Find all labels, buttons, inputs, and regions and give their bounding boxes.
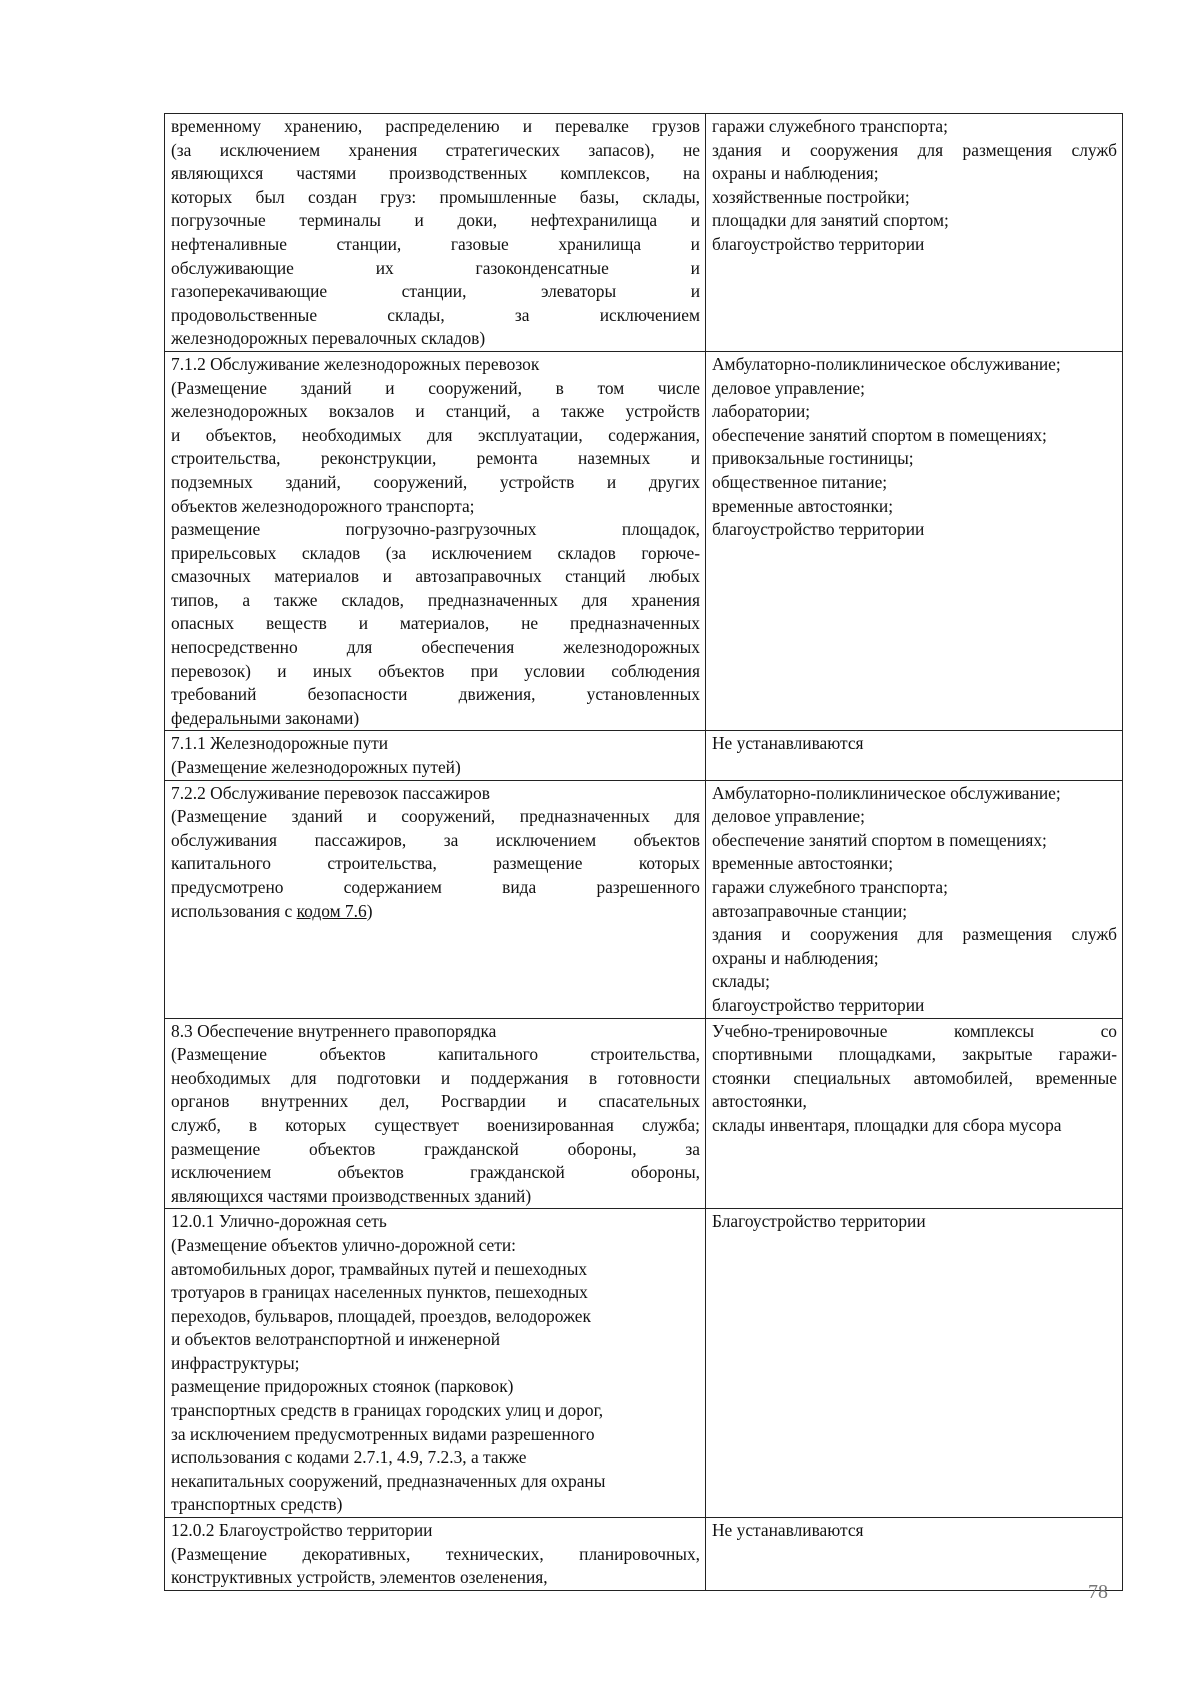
line-text: Благоустройство территории (712, 1211, 926, 1232)
text-line (712, 1067, 1117, 1091)
text-line (712, 947, 1117, 971)
text-line (171, 233, 700, 257)
line-text: исключением объектов гражданской обороны, (171, 1162, 700, 1183)
auxiliary-use-cell (706, 114, 1123, 352)
line-text: транспортных средств) (171, 1494, 343, 1515)
line-text: площадки для занятий спортом; (712, 210, 949, 231)
auxiliary-use-cell (706, 351, 1123, 731)
line-text: (Размещение железнодорожных путей) (171, 757, 461, 778)
text-line (712, 829, 1117, 853)
line-text: железнодорожных перевалочных складов) (171, 328, 486, 349)
line-text: автозаправочные станции; (712, 900, 908, 921)
line-text: необходимых для подготовки и поддержания в готовности (171, 1067, 700, 1088)
line-text: охраны и наблюдения; (712, 947, 879, 968)
line-text: погрузочные терминалы и доки, нефтехранилища и (171, 210, 700, 231)
line-text: объектов железнодорожного транспорта; (171, 495, 475, 516)
line-text: прирельсовых складов (за исключением складов горюче- (171, 542, 700, 563)
text-line (171, 805, 700, 829)
text-line (171, 424, 700, 448)
text-line (712, 994, 1117, 1018)
text-line (712, 852, 1117, 876)
table-row (165, 114, 1123, 352)
auxiliary-use-cell (706, 1518, 1123, 1591)
text-line (712, 377, 1117, 401)
line-text: деловое управление; (712, 806, 865, 827)
text-line (171, 162, 700, 186)
text-line (171, 1020, 700, 1044)
text-line (712, 518, 1117, 542)
line-text: (Размещение декоративных, технических, планировочных, (171, 1543, 700, 1564)
text-line (171, 1114, 700, 1138)
code-link[interactable]: кодом 7.6 (296, 900, 367, 921)
line-text: общественное питание; (712, 471, 888, 492)
text-line (171, 1543, 700, 1567)
line-text: перевозок) и иных объектов при условии соблюдения (171, 660, 700, 681)
auxiliary-use-cell (706, 1018, 1123, 1209)
text-line (171, 1305, 700, 1329)
line-text-tail: ) (366, 900, 373, 921)
line-text: являющихся частями производственных зданий) (171, 1185, 532, 1206)
text-line (712, 186, 1117, 210)
permitted-use-cell (165, 351, 706, 731)
line-text: обслуживания пассажиров, за исключением объектов (171, 829, 700, 850)
line-text: Не устанавливаются (712, 1520, 864, 1541)
text-line (171, 1138, 700, 1162)
line-text: склады; (712, 971, 770, 992)
line-text: транспортных средств в границах городских улиц и дорог, (171, 1400, 604, 1421)
line-text: использования с (171, 900, 297, 921)
text-line (712, 732, 1117, 756)
line-text: склады инвентаря, площадки для сбора мусора (712, 1114, 1062, 1135)
line-text: гаражи служебного транспорта; (712, 877, 948, 897)
text-line (171, 782, 700, 806)
text-line (171, 1258, 700, 1282)
auxiliary-use-cell (706, 731, 1123, 780)
line-text: деловое управление; (712, 377, 865, 398)
text-line (712, 1020, 1117, 1044)
text-line (712, 1043, 1117, 1067)
text-line (712, 115, 1117, 139)
line-text: временные автостоянки; (712, 853, 894, 874)
permitted-use-cell (165, 1209, 706, 1518)
line-text: капитального строительства, размещение которых (171, 853, 700, 874)
permitted-use-cell (165, 1018, 706, 1209)
permitted-use-cell (165, 114, 706, 352)
text-line (171, 732, 700, 756)
line-text: 12.0.1 Улично-дорожная сеть (171, 1211, 387, 1232)
text-line (712, 209, 1117, 233)
line-text: некапитальных сооружений, предназначенных для охраны (171, 1470, 606, 1491)
line-text: 8.3 Обеспечение внутреннего правопорядка (171, 1020, 497, 1041)
text-line (171, 589, 700, 613)
line-text: газоперекачивающие станции, элеваторы и (171, 281, 700, 302)
text-line (712, 923, 1117, 947)
text-line (712, 782, 1117, 806)
line-text: спортивными площадками, закрытые гаражи- (712, 1044, 1117, 1065)
page-number: 78 (1088, 1581, 1108, 1603)
line-text: обеспечение занятий спортом в помещениях; (712, 424, 1047, 445)
text-line (712, 1090, 1117, 1114)
text-line (171, 471, 700, 495)
text-line (171, 280, 700, 304)
text-line (171, 1210, 700, 1234)
table-row (165, 780, 1123, 1018)
text-line (171, 115, 700, 139)
line-text: Учебно-тренировочные комплексы со (712, 1020, 1117, 1041)
text-line (171, 257, 700, 281)
line-text: благоустройство территории (712, 519, 925, 540)
text-line (171, 636, 700, 660)
table-row (165, 731, 1123, 780)
text-line (712, 162, 1117, 186)
text-line (712, 233, 1117, 257)
text-line (171, 876, 700, 900)
line-text: типов, а также складов, предназначенных для хранения (171, 589, 700, 610)
line-text: охраны и наблюдения; (712, 163, 879, 184)
text-line (171, 1519, 700, 1543)
text-line (171, 400, 700, 424)
text-line (171, 304, 700, 328)
text-line (171, 1375, 700, 1399)
text-line (171, 1328, 700, 1352)
line-text: подземных зданий, сооружений, устройств и других (171, 471, 700, 492)
line-text: Не устанавливаются (712, 733, 864, 754)
text-line (171, 1423, 700, 1447)
text-line (171, 852, 700, 876)
text-line (171, 353, 700, 377)
text-line (712, 900, 1117, 924)
line-text: за исключением предусмотренных видами разрешенного (171, 1423, 595, 1444)
line-text: железнодорожных вокзалов и станций, а также устройств (171, 401, 700, 422)
line-text: Амбулаторно-поликлиническое обслуживание; (712, 353, 1061, 374)
text-line (171, 1067, 700, 1091)
text-line (171, 1446, 700, 1470)
text-line (171, 139, 700, 163)
line-text: (Размещение зданий и сооружений, предназначенных для (171, 806, 700, 827)
text-line (171, 707, 700, 731)
text-line (171, 1281, 700, 1305)
text-line (712, 353, 1117, 377)
permitted-use-cell (165, 780, 706, 1018)
table-row (165, 1518, 1123, 1591)
line-text: федеральными законами) (171, 707, 360, 728)
line-text: благоустройство территории (712, 994, 925, 1015)
line-text: Амбулаторно-поликлиническое обслуживание; (712, 782, 1061, 803)
line-text: и объектов, необходимых для эксплуатации, содержания, (171, 424, 700, 445)
line-text: непосредственно для обеспечения железнодорожных (171, 637, 700, 658)
text-line (712, 471, 1117, 495)
line-text: обслуживающие их газоконденсатные и (171, 257, 700, 278)
line-text: переходов, бульваров, площадей, проездов, велодорожек (171, 1305, 591, 1326)
line-text: (Размещение зданий и сооружений, в том числе (171, 377, 700, 398)
line-text: нефтеналивные станции, газовые хранилища и (171, 233, 700, 254)
text-line (171, 1161, 700, 1185)
line-text: гаражи служебного транспорта; (712, 116, 948, 136)
text-line (171, 327, 700, 351)
text-line (171, 683, 700, 707)
line-text: 7.1.2 Обслуживание железнодорожных перевозок (171, 353, 540, 374)
line-text: (за исключением хранения стратегических запасов), не (171, 139, 700, 160)
text-line (712, 1519, 1117, 1543)
text-line (171, 1566, 700, 1590)
line-text: инфраструктуры; (171, 1352, 300, 1373)
text-line (171, 186, 700, 210)
line-text: лаборатории; (712, 401, 811, 422)
text-line (171, 565, 700, 589)
line-text: размещение объектов гражданской обороны, за (171, 1138, 700, 1159)
text-line (712, 805, 1117, 829)
table-row (165, 1209, 1123, 1518)
line-text: 12.0.2 Благоустройство территории (171, 1520, 433, 1541)
table-body (165, 114, 1123, 1591)
text-line (171, 1399, 700, 1423)
regulations-table (164, 113, 1123, 1591)
text-line (712, 495, 1117, 519)
line-text: органов внутренних дел, Росгвардии и спасательных (171, 1091, 700, 1112)
auxiliary-use-cell (706, 780, 1123, 1018)
line-text: обеспечение занятий спортом в помещениях; (712, 829, 1047, 850)
text-line (171, 1090, 700, 1114)
line-text: временному хранению, распределению и перевалке грузов (171, 116, 700, 136)
text-line (171, 495, 700, 519)
line-text: опасных веществ и материалов, не предназначенных (171, 613, 700, 634)
line-text: размещение погрузочно-разгрузочных площадок, (171, 519, 700, 540)
line-text: (Размещение объектов улично-дорожной сети: (171, 1234, 517, 1255)
line-text: которых был создан груз: промышленные базы, склады, (171, 186, 700, 207)
line-text: привокзальные гостиницы; (712, 448, 914, 469)
text-line (171, 660, 700, 684)
table-row (165, 1018, 1123, 1209)
line-text: использования с кодами 2.7.1, 4.9, 7.2.3, а также (171, 1447, 527, 1468)
line-text: продовольственные склады, за исключением (171, 304, 700, 325)
line-text: смазочных материалов и автозаправочных станций любых (171, 566, 700, 587)
permitted-use-cell (165, 731, 706, 780)
line-text: стоянки специальных автомобилей, временные (712, 1067, 1117, 1088)
text-line (171, 612, 700, 636)
text-line (171, 900, 700, 924)
text-line (171, 518, 700, 542)
line-text: строительства, реконструкции, ремонта наземных и (171, 448, 700, 469)
text-line (171, 447, 700, 471)
text-line (712, 876, 1117, 900)
text-line (171, 1493, 700, 1517)
line-text: являющихся частями производственных комплексов, на (171, 163, 700, 184)
text-line (171, 1185, 700, 1209)
line-text: и объектов велотранспортной и инженерной (171, 1329, 501, 1350)
line-text: 7.1.1 Железнодорожные пути (171, 733, 389, 754)
text-line (171, 377, 700, 401)
text-line (171, 1234, 700, 1258)
line-text: здания и сооружения для размещения служб (712, 139, 1117, 160)
text-line (712, 1210, 1117, 1234)
line-text: здания и сооружения для размещения служб (712, 924, 1117, 945)
text-line (171, 542, 700, 566)
line-text: (Размещение объектов капитального строительства, (171, 1044, 700, 1065)
line-text: служб, в которых существует военизированная служба; (171, 1114, 700, 1135)
auxiliary-use-cell (706, 1209, 1123, 1518)
text-line (712, 424, 1117, 448)
text-line (712, 970, 1117, 994)
text-line (171, 829, 700, 853)
line-text: конструктивных устройств, элементов озеленения, (171, 1567, 548, 1588)
line-text: благоустройство территории (712, 233, 925, 254)
line-text: требований безопасности движения, установленных (171, 684, 700, 705)
text-line (712, 400, 1117, 424)
text-line (171, 756, 700, 780)
text-line (712, 447, 1117, 471)
line-text: тротуаров в границах населенных пунктов, пешеходных (171, 1282, 588, 1303)
text-line (171, 209, 700, 233)
permitted-use-cell (165, 1518, 706, 1591)
text-line (171, 1470, 700, 1494)
text-line (171, 1043, 700, 1067)
line-text: автомобильных дорог, трамвайных путей и пешеходных (171, 1258, 588, 1279)
line-text: 7.2.2 Обслуживание перевозок пассажиров (171, 782, 490, 803)
table-row (165, 351, 1123, 731)
line-text: предусмотрено содержанием вида разрешенного (171, 877, 700, 897)
line-text: автостоянки, (712, 1091, 807, 1112)
line-text: хозяйственные постройки; (712, 186, 910, 207)
text-line (171, 1352, 700, 1376)
text-line (712, 1114, 1117, 1138)
line-text: размещение придорожных стоянок (парковок) (171, 1376, 514, 1397)
line-text: временные автостоянки; (712, 495, 894, 516)
text-line (712, 139, 1117, 163)
